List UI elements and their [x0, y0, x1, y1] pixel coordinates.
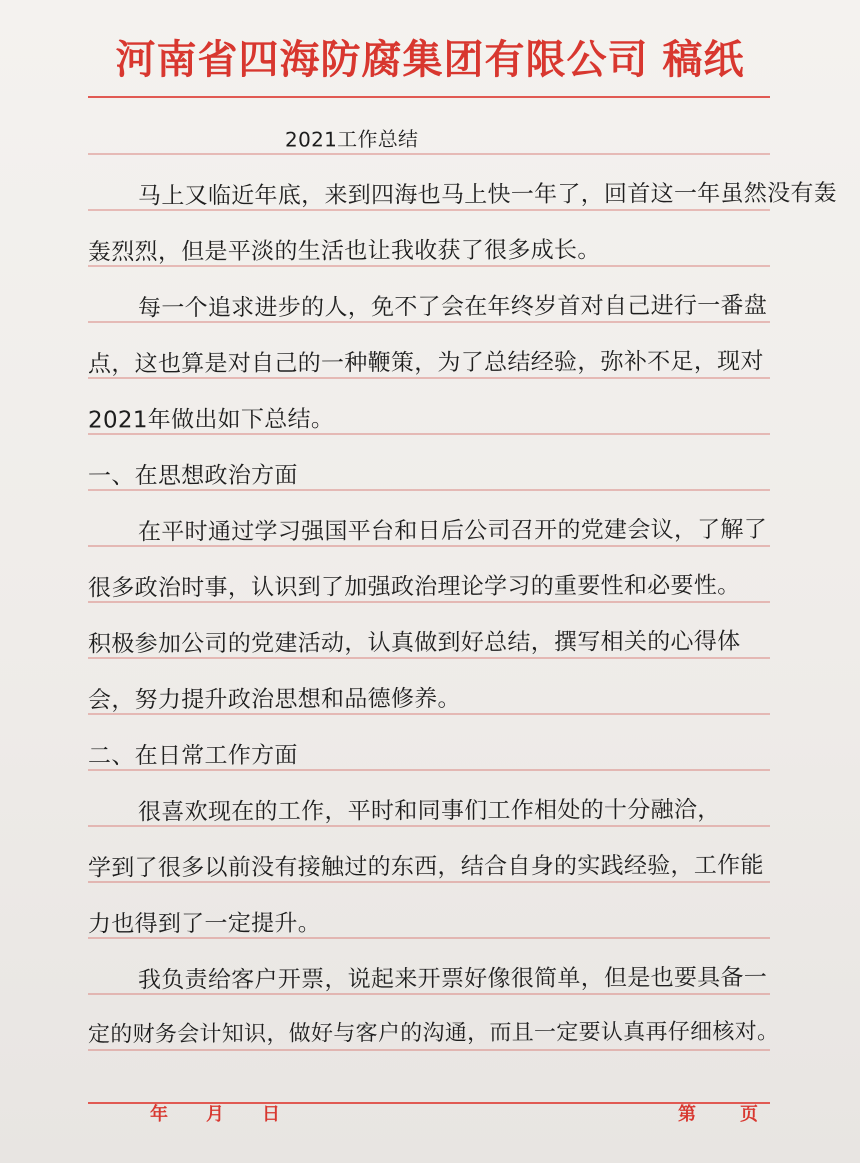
text-line: 力也得到了一定提升。	[87, 910, 322, 938]
text-line: 我负责给客户开票，说起来开票好像很简单，但是也要具备一	[137, 964, 768, 994]
date-footer	[150, 1100, 280, 1126]
section-heading: 二、在日常工作方面	[87, 742, 298, 770]
year-label: 年	[150, 1104, 168, 1125]
paper-label: 稿纸	[662, 36, 745, 83]
text-line: 点，这也算是对自己的一种鞭策，为了总结经验，弥补不足，现对	[87, 348, 764, 378]
text-line: 学到了很多以前没有接触过的东西，结合自身的实践经验，工作能	[87, 852, 764, 882]
company-name: 河南省四海防腐集团有限公司	[115, 36, 649, 83]
section-heading: 一、在思想政治方面	[87, 462, 298, 490]
text-line: 会，努力提升政治思想和品德修养。	[87, 685, 461, 714]
text-line: 在平时通过学习强国平台和日后公司召开的党建会议，了解了	[137, 516, 768, 546]
page-footer	[678, 1100, 758, 1126]
page-suffix: 页	[740, 1104, 758, 1125]
day-label: 日	[262, 1104, 280, 1125]
text-line: 定的财务会计知识，做好与客户的沟通，而且一定要认真再仔细核对。	[87, 1019, 780, 1048]
text-line: 积极参加公司的党建活动，认真做到好总结，撰写相关的心得体	[87, 628, 741, 658]
summary-title: 2021工作总结	[284, 126, 419, 152]
text-line: 每一个追求进步的人，免不了会在年终岁首对自己进行一番盘	[137, 292, 768, 322]
text-line: 马上又临近年底，来到四海也马上快一年了，回首这一年虽然没有轰	[137, 180, 838, 210]
text-line: 轰烈烈，但是平淡的生活也让我收获了很多成长。	[87, 237, 601, 266]
text-line: 很多政治时事，认识到了加强政治理论学习的重要性和必要性。	[87, 572, 741, 602]
month-label: 月	[206, 1104, 224, 1125]
page-prefix: 第	[678, 1104, 696, 1125]
text-line: 很喜欢现在的工作，平时和同事们工作相处的十分融洽，	[137, 796, 721, 826]
text-line: 2021年做出如下总结。	[87, 406, 335, 434]
